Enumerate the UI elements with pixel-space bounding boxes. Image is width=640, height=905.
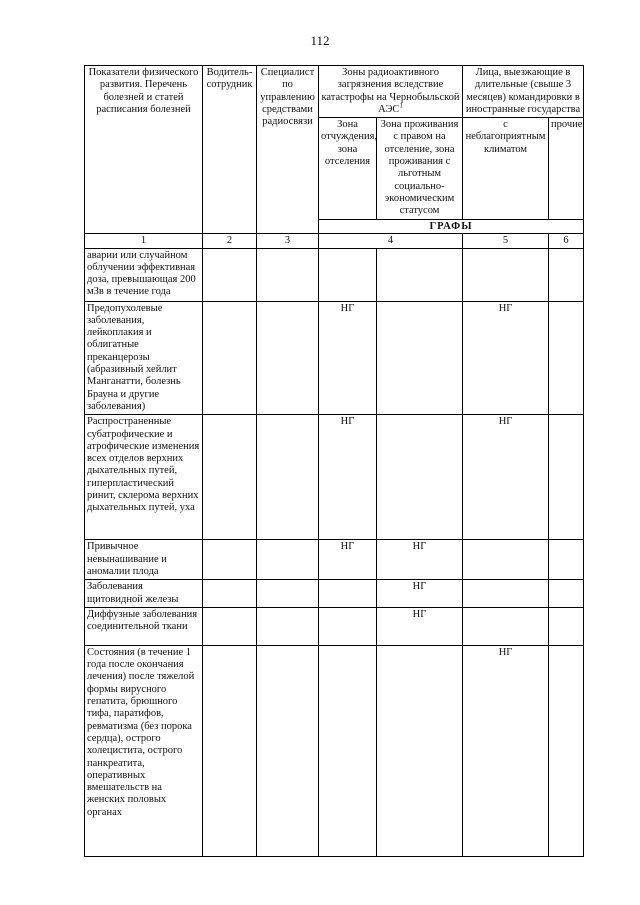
cell-zone-exclusion [319, 645, 377, 856]
cell-zone-exclusion [319, 607, 377, 645]
disease-label: Диффузные заболевания соединительной ткани [85, 607, 203, 645]
table-row [85, 540, 584, 580]
page-number: 112 [310, 33, 330, 48]
disease-label: Привычное невынашивание и аномалии плода [85, 540, 203, 580]
cell-abroad-other [549, 248, 584, 301]
table-row [85, 248, 584, 301]
table-row [85, 580, 584, 608]
column-number: 1 [85, 233, 203, 248]
cell-abroad-other [549, 607, 584, 645]
header-indicators: Показатели физического развития. Перечень болезней и статей расписания болезней [85, 66, 203, 234]
cell-abroad-other [549, 415, 584, 540]
cell-abroad-bad-climate [463, 540, 549, 580]
disease-label: Заболевания щитовидной железы [85, 580, 203, 608]
disease-label: Предопухолевые заболевания, лейкоплакия и облигатные преканцерозы (абразивный хейлит Манганатти, болезнь Брауна и другие заболевания) [85, 301, 203, 415]
disease-label: Распространенные субатрофические и атрофические изменения всех отделов верхних дыхательных путей, гиперпластический ринит, склерома верхних дыхательных путей, уха [85, 415, 203, 540]
cell-radio-specialist [257, 580, 319, 608]
disease-label: аварии или случайном облучении эффективная доза, превышающая 200 мЗв в течение года [85, 248, 203, 301]
header-grafy: ГРАФЫ [319, 219, 584, 233]
cell-abroad-other [549, 580, 584, 608]
footnote-marker: 1 [399, 101, 403, 110]
header-exclusion-zone: Зона отчуждения, зона отселения [319, 118, 377, 219]
cell-radio-specialist [257, 645, 319, 856]
cell-driver [203, 540, 257, 580]
cell-radio-specialist [257, 540, 319, 580]
cell-zone-exclusion: НГ [319, 415, 377, 540]
column-number: 6 [549, 233, 584, 248]
cell-radio-specialist [257, 607, 319, 645]
column-number: 4 [319, 233, 463, 248]
header-driver: Водитель-сотрудник [203, 66, 257, 234]
column-number: 2 [203, 233, 257, 248]
header-chernobyl-zones [319, 66, 463, 118]
header-abroad: Лица, выезжающие в длительные (свыше 3 месяцев) командировки в иностранные государства [463, 66, 584, 118]
cell-driver [203, 607, 257, 645]
table-row [85, 607, 584, 645]
cell-zone-residence: НГ [377, 540, 463, 580]
cell-zone-residence: НГ [377, 607, 463, 645]
cell-abroad-bad-climate: НГ [463, 415, 549, 540]
cell-abroad-bad-climate: НГ [463, 301, 549, 415]
cell-abroad-other [549, 540, 584, 580]
cell-zone-residence [377, 415, 463, 540]
cell-zone-residence [377, 645, 463, 856]
cell-zone-exclusion: НГ [319, 540, 377, 580]
header-other: прочие [549, 118, 584, 219]
header-residence-zone: Зона проживания с правом на отселение, зона проживания с льготным социально-экономическим статусом [377, 118, 463, 219]
cell-radio-specialist [257, 301, 319, 415]
cell-zone-residence [377, 301, 463, 415]
cell-abroad-bad-climate: НГ [463, 645, 549, 856]
table-row [85, 415, 584, 540]
cell-abroad-bad-climate [463, 580, 549, 608]
cell-driver [203, 301, 257, 415]
column-number: 5 [463, 233, 549, 248]
cell-zone-residence: НГ [377, 580, 463, 608]
cell-radio-specialist [257, 248, 319, 301]
table-row [85, 645, 584, 856]
cell-radio-specialist [257, 415, 319, 540]
cell-abroad-bad-climate [463, 248, 549, 301]
cell-abroad-bad-climate [463, 607, 549, 645]
cell-driver [203, 415, 257, 540]
cell-zone-exclusion [319, 248, 377, 301]
cell-driver [203, 248, 257, 301]
cell-zone-exclusion [319, 580, 377, 608]
cell-driver [203, 645, 257, 856]
header-radio-specialist: Специалист по управлению средствами радиосвязи [257, 66, 319, 234]
header-bad-climate: с неблагоприятным климатом [463, 118, 549, 219]
table-row [85, 301, 584, 415]
cell-abroad-other [549, 301, 584, 415]
cell-driver [203, 580, 257, 608]
disease-label: Состояния (в течение 1 года после окончания лечения) после тяжелой формы вирусного гепатита, брюшного тифа, паратифов, ревматизма (без порока сердца), острого холецистита, острого панкреатита, оперативных вмешательств на женских половых органах [85, 645, 203, 856]
cell-abroad-other [549, 645, 584, 856]
cell-zone-residence [377, 248, 463, 301]
column-number: 3 [257, 233, 319, 248]
header-chernobyl-zones-text: Зоны радиоактивного загрязнения вследствие катастрофы на Чернобыльской АЭС [321, 67, 460, 115]
cell-zone-exclusion: НГ [319, 301, 377, 415]
disease-table [84, 65, 584, 857]
